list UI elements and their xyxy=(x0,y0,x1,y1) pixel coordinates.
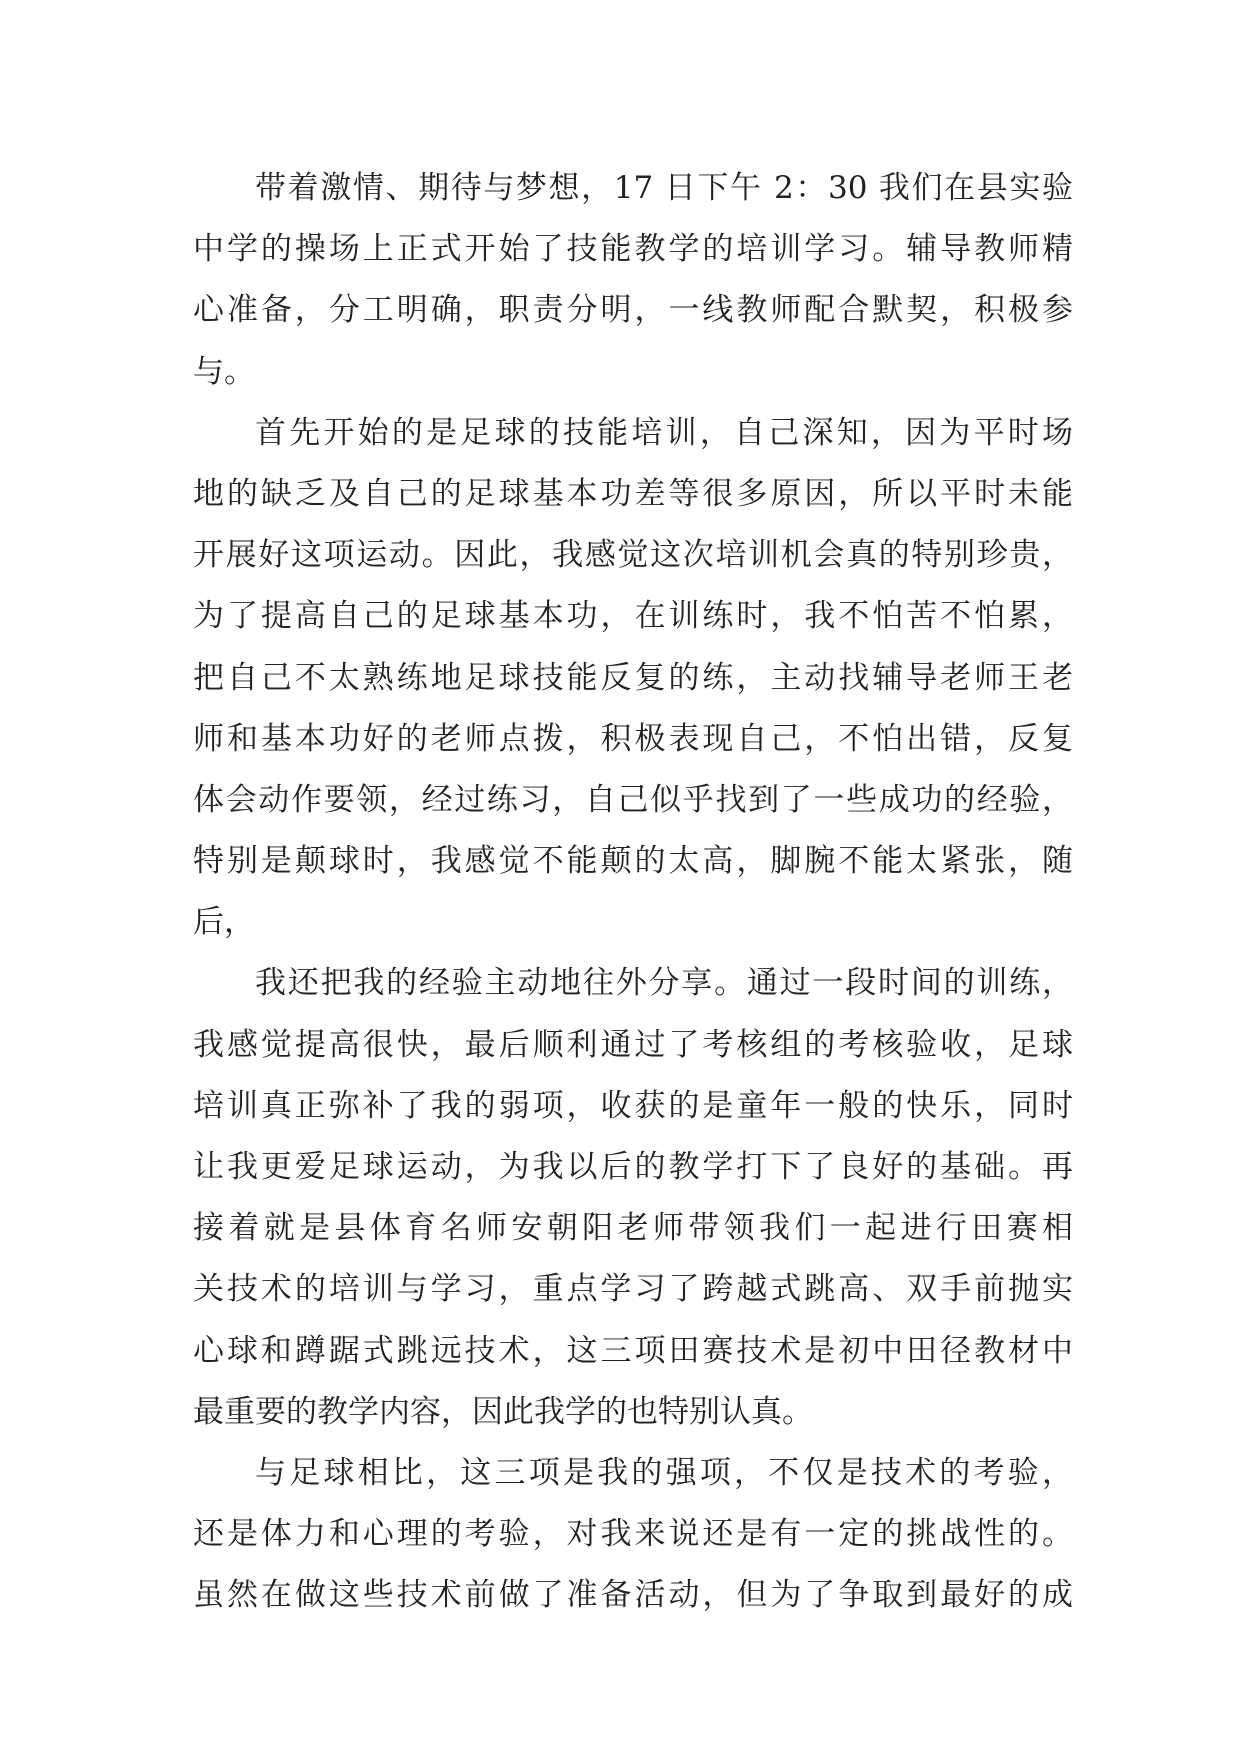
paragraph-2-line-8: 特别是颠球时，我感觉不能颠的太高，脚腕不能太紧张，随 xyxy=(193,843,1073,880)
paragraph-2-line-7: 体会动作要领，经过练习，自己似乎找到了一些成功的经验， xyxy=(193,781,1073,818)
paragraph-2-line-2: 地的缺乏及自己的足球基本功差等很多原因，所以平时未能 xyxy=(193,475,1073,512)
paragraph-2-line-4: 为了提高自己的足球基本功，在训练时，我不怕苦不怕累， xyxy=(193,598,1073,635)
paragraph-1-line-1: 带着激情、期待与梦想，17 日下午 2：30 我们在县实验 xyxy=(255,170,1073,206)
paragraph-4-line-2: 还是体力和心理的考验，对我来说还是有一定的挑战性的。 xyxy=(193,1516,1073,1553)
paragraph-2-line-6: 师和基本功好的老师点拨，积极表现自己，不怕出错，反复 xyxy=(193,720,1073,757)
paragraph-3-line-6: 关技术的培训与学习，重点学习了跨越式跳高、双手前抛实 xyxy=(193,1271,1073,1308)
paragraph-2-line-3: 开展好这项运动。因此，我感觉这次培训机会真的特别珍贵， xyxy=(193,537,1073,574)
paragraph-4-line-3: 虽然在做这些技术前做了准备活动，但为了争取到最好的成 xyxy=(193,1577,1073,1614)
paragraph-3-line-3: 培训真正弥补了我的弱项，收获的是童年一般的快乐，同时 xyxy=(193,1087,1073,1124)
paragraph-3-line-8: 最重要的教学内容，因此我学的也特别认真。 xyxy=(193,1393,813,1430)
paragraph-3-line-2: 我感觉提高很快，最后顺利通过了考核组的考核验收，足球 xyxy=(193,1026,1073,1063)
paragraph-3-line-1: 我还把我的经验主动地往外分享。通过一段时间的训练， xyxy=(255,965,1073,1002)
paragraph-2-line-1: 首先开始的是足球的技能培训，自己深知，因为平时场 xyxy=(255,414,1073,451)
document-body xyxy=(193,158,1073,1627)
paragraph-3-line-5: 接着就是县体育名师安朝阳老师带领我们一起进行田赛相 xyxy=(193,1210,1073,1247)
paragraph-1-line-3: 心准备，分工明确，职责分明，一线教师配合默契，积极参 xyxy=(193,292,1073,329)
paragraph-2-line-9: 后， xyxy=(193,904,255,941)
paragraph-2-line-5: 把自己不太熟练地足球技能反复的练，主动找辅导老师王老 xyxy=(193,659,1073,696)
paragraph-1-line-2: 中学的操场上正式开始了技能教学的培训学习。辅导教师精 xyxy=(193,231,1073,268)
paragraph-3-line-4: 让我更爱足球运动，为我以后的教学打下了良好的基础。再 xyxy=(193,1149,1073,1185)
paragraph-3-line-7: 心球和蹲踞式跳远技术，这三项田赛技术是初中田径教材中 xyxy=(193,1332,1073,1369)
paragraph-4-line-1: 与足球相比，这三项是我的强项，不仅是技术的考验， xyxy=(255,1454,1073,1491)
paragraph-1-line-4: 与。 xyxy=(193,353,255,390)
